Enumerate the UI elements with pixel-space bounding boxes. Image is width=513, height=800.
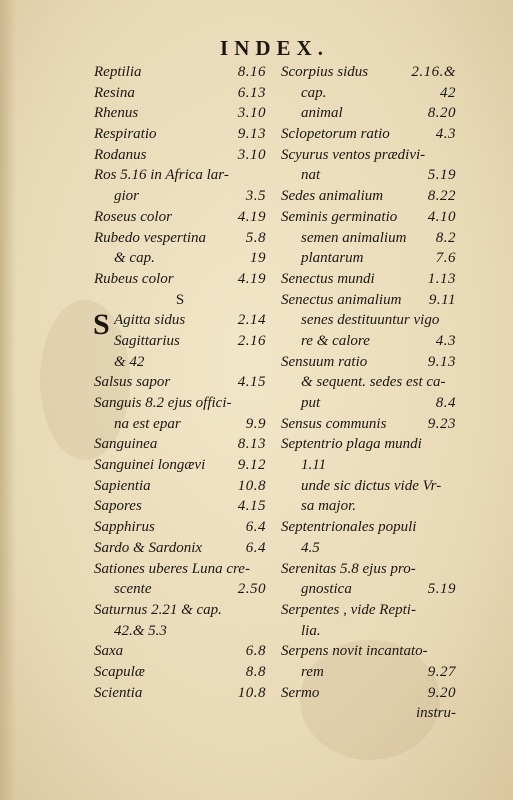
index-entry-term: Seminis germinatio [281, 208, 398, 225]
index-entry-reference: 2.50 [237, 581, 266, 598]
index-entry-term: 42.& 5.3 [114, 622, 167, 639]
index-entry-term: instru- [415, 705, 456, 722]
index-entry [94, 434, 266, 455]
index-entry [281, 517, 456, 538]
drop-capital: S [93, 308, 110, 342]
index-entry-term: Sensuum ratio [281, 353, 368, 370]
index-entry-reference: 5.19 [427, 167, 456, 184]
index-entry-term: Serpentes , vide Repti- [281, 601, 416, 618]
index-entry-term: Serpens novit incantato- [281, 643, 428, 660]
index-entry-term: Sedes animalium [281, 188, 384, 205]
index-entry-reference: 8.16 [237, 64, 266, 80]
index-entry [94, 290, 266, 311]
index-entry-reference: 8.4 [435, 395, 456, 411]
index-entry-term: 4.5 [301, 539, 320, 556]
index-entry [94, 186, 266, 207]
index-entry-term: Sanguinei longævi [94, 457, 206, 474]
index-entry-term: Senectus mundi [281, 270, 375, 287]
index-entry-reference: 3.5 [245, 188, 266, 205]
index-entry-reference: 42 [440, 84, 456, 101]
index-entry-reference: 6.4 [245, 519, 266, 536]
index-entry-term: Scorpius sidus [281, 64, 369, 80]
index-entry-term: na est epar [114, 415, 181, 432]
index-entry-term: Serenitas 5.8 ejus pro- [281, 560, 416, 577]
index-entry-reference: 4.3 [435, 332, 456, 349]
index-entry-term: lia. [301, 622, 321, 639]
index-entry [281, 455, 456, 476]
index-entry-term: Rodanus [94, 146, 147, 163]
index-entry-term: Sanguis 8.2 ejus offici- [94, 395, 232, 411]
index-entry-reference: 4.15 [237, 498, 266, 515]
index-entry-term: unde sic dictus vide Vr- [301, 477, 442, 494]
index-entry-reference: 9.9 [245, 415, 266, 432]
index-entry [94, 62, 266, 83]
index-entry-reference: 4.19 [237, 208, 266, 225]
index-entry-term: animal [301, 105, 343, 122]
index-entry [281, 103, 456, 124]
index-entry-term: Scyurus ventos prædivi- [281, 146, 426, 163]
index-entry-reference: 6.8 [245, 643, 266, 660]
index-entry [94, 579, 266, 600]
index-entry [281, 124, 456, 145]
index-entry [281, 579, 456, 600]
index-entry-term: nat [301, 167, 321, 184]
index-entry [94, 269, 266, 290]
index-entry [94, 165, 266, 186]
index-column-left [94, 62, 266, 703]
index-entry-reference: 9.27 [427, 663, 456, 680]
index-entry-term: Sapores [94, 498, 142, 515]
index-entry [281, 600, 456, 621]
index-entry-term: Agitta sidus [114, 312, 186, 329]
index-entry-reference: 4.15 [237, 374, 266, 391]
index-entry [281, 269, 456, 290]
index-entry-term: Sagittarius [114, 332, 180, 349]
page-heading: INDEX. [220, 36, 329, 60]
index-entry-reference: 9.23 [427, 415, 456, 432]
index-entry [94, 83, 266, 104]
index-entry-reference: 6.4 [245, 539, 266, 556]
index-entry [281, 476, 456, 497]
index-entry-reference: 1.13 [427, 270, 456, 287]
index-entry-reference: 9.20 [427, 684, 456, 701]
index-entry-reference: 9.13 [237, 126, 266, 143]
index-entry-term: put [301, 395, 321, 411]
index-entry [281, 662, 456, 683]
index-entry-term: Respiratio [94, 126, 157, 143]
index-entry-term: Sationes uberes Luna cre- [94, 560, 250, 577]
index-entry-term: Sclopetorum ratio [281, 126, 390, 143]
index-entry-term: Rubeus color [94, 270, 174, 287]
index-entry-term: cap. [301, 84, 327, 101]
index-entry-reference: 10.8 [237, 477, 266, 494]
index-entry-term: scente [114, 581, 152, 598]
index-entry [94, 393, 266, 414]
index-entry-term: Sapientia [94, 477, 151, 494]
index-entry-reference: 8.20 [427, 105, 456, 122]
index-entry-reference: 10.8 [237, 684, 266, 701]
index-entry [94, 103, 266, 124]
index-entry [94, 662, 266, 683]
index-entry [281, 145, 456, 166]
index-entry [94, 600, 266, 621]
index-entry-reference: 5.19 [427, 581, 456, 598]
index-entry-term: gior [114, 188, 140, 205]
index-entry-reference: 4.3 [435, 126, 456, 143]
index-entry-term: Resina [94, 84, 135, 101]
index-entry-term: Sermo [281, 684, 320, 701]
index-entry-reference: 5.8 [245, 229, 266, 246]
index-entry [281, 538, 456, 559]
index-entry-term: sa major. [301, 498, 357, 515]
index-entry-term: & 42 [114, 353, 145, 370]
index-entry-term: Rhenus [94, 105, 139, 122]
index-entry [281, 165, 456, 186]
index-entry [94, 517, 266, 538]
index-entry [94, 248, 266, 269]
index-entry-term: re & calore [301, 332, 370, 349]
index-entry [281, 683, 456, 704]
index-entry [281, 393, 456, 414]
index-entry-reference: 3.10 [237, 105, 266, 122]
index-entry [281, 621, 456, 642]
index-entry-reference: 2.14 [237, 312, 266, 329]
index-entry-term: Saturnus 2.21 & cap. [94, 601, 222, 618]
index-entry-reference: 4.10 [427, 208, 456, 225]
index-entry-term: Salsus sapor [94, 374, 171, 391]
index-entry [94, 207, 266, 228]
index-entry-reference: 2.16 [237, 332, 266, 349]
index-entry [94, 372, 266, 393]
index-entry-term: Septentrionales populi [281, 519, 417, 536]
index-entry-term: Sensus communis [281, 415, 387, 432]
index-entry [281, 703, 456, 724]
index-entry-term: rem [301, 663, 324, 680]
index-entry-reference: 4.19 [237, 270, 266, 287]
index-entry-reference: 8.2 [435, 229, 456, 246]
index-entry-term: & cap. [114, 250, 155, 267]
index-entry-term: Senectus animalium [281, 291, 402, 308]
index-entry [94, 476, 266, 497]
index-entry [94, 145, 266, 166]
index-entry-term: Rubedo vespertina [94, 229, 207, 246]
index-entry [94, 559, 266, 580]
index-entry [281, 496, 456, 517]
index-entry-term: & sequent. sedes est ca- [301, 374, 446, 391]
page-fold-shadow [0, 0, 16, 800]
index-entry-reference: 9.11 [428, 291, 456, 308]
index-entry [94, 538, 266, 559]
index-entry-reference: 8.8 [245, 663, 266, 680]
index-entry [281, 352, 456, 373]
index-entry-term: Sanguinea [94, 436, 158, 453]
index-entry-term: Septentrio plaga mundi [281, 436, 422, 453]
index-entry [94, 414, 266, 435]
index-entry [281, 62, 456, 83]
index-entry-reference: 9.13 [427, 353, 456, 370]
index-entry [94, 455, 266, 476]
index-entry [281, 83, 456, 104]
index-entry-term: Saxa [94, 643, 124, 660]
index-entry [281, 641, 456, 662]
index-entry-term: Sardo & Sardonix [94, 539, 203, 556]
index-entry-term: Sapphirus [94, 519, 155, 536]
index-entry [94, 124, 266, 145]
index-entry [281, 414, 456, 435]
index-entry-term: gnostica [301, 581, 352, 598]
index-entry [281, 186, 456, 207]
index-entry [281, 434, 456, 455]
index-entry [94, 352, 266, 373]
index-entry [94, 621, 266, 642]
index-entry [281, 290, 456, 311]
index-entry [281, 372, 456, 393]
index-column-right [281, 62, 456, 724]
index-entry [94, 641, 266, 662]
index-entry-term: senes destituuntur vigo [301, 312, 440, 329]
index-entry-reference: 9.12 [237, 457, 266, 474]
index-entry [94, 683, 266, 704]
index-entry [281, 248, 456, 269]
index-entry-reference: 6.13 [237, 84, 266, 101]
index-entry [281, 228, 456, 249]
index-entry-reference: 3.10 [237, 146, 266, 163]
index-entry-reference: 8.13 [237, 436, 266, 453]
index-entry [94, 228, 266, 249]
index-entry-term: Roseus color [94, 208, 172, 225]
index-entry-term: Ros 5.16 in Africa lar- [94, 167, 229, 184]
index-entry [281, 331, 456, 352]
index-entry-reference: 8.22 [427, 188, 456, 205]
index-entry [94, 331, 266, 352]
index-entry-term: S [175, 291, 185, 308]
index-entry-term: semen animalium [301, 229, 407, 246]
index-entry-term: Scapulæ [94, 663, 145, 680]
index-entry-term: plantarum [301, 250, 364, 267]
index-entry [281, 207, 456, 228]
index-entry-reference: 19 [250, 250, 266, 267]
index-entry-reference: 7.6 [435, 250, 456, 267]
index-entry [281, 310, 456, 331]
index-entry-term: 1.11 [301, 457, 327, 474]
index-entry [281, 559, 456, 580]
index-entry [94, 496, 266, 517]
index-entry-reference: 2.16.& [411, 64, 456, 80]
index-entry-term: Reptilia [94, 64, 142, 80]
index-entry-term: Scientia [94, 684, 143, 701]
